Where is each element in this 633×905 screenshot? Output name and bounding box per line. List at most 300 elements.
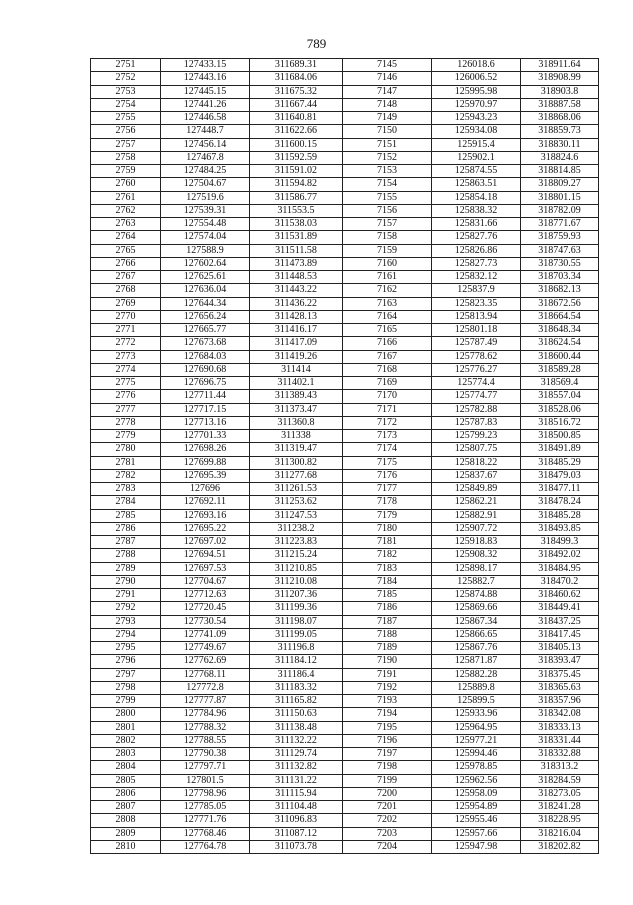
table-row — [91, 403, 599, 416]
table-row — [91, 350, 599, 363]
x-coord-a-cell: 127484.25 — [161, 165, 250, 178]
x-coord-b-cell: 125907.72 — [432, 522, 521, 535]
x-coord-b-cell: 125947.98 — [432, 840, 521, 853]
x-coord-b-cell: 125801.18 — [432, 324, 521, 337]
x-coord-a-cell: 127574.04 — [161, 231, 250, 244]
point-id-a-cell: 2760 — [91, 178, 161, 191]
y-coord-a-cell: 311198.07 — [250, 615, 343, 628]
point-id-b-cell: 7194 — [343, 708, 432, 721]
y-coord-b-cell: 318357.96 — [521, 695, 599, 708]
y-coord-b-cell: 318664.54 — [521, 310, 599, 323]
x-coord-b-cell: 125874.88 — [432, 589, 521, 602]
y-coord-a-cell: 311511.58 — [250, 244, 343, 257]
table-row — [91, 125, 599, 138]
x-coord-b-cell: 125977.21 — [432, 734, 521, 747]
point-id-b-cell: 7173 — [343, 430, 432, 443]
point-id-a-cell: 2800 — [91, 708, 161, 721]
y-coord-b-cell: 318313.2 — [521, 761, 599, 774]
y-coord-b-cell: 318485.29 — [521, 456, 599, 469]
point-id-b-cell: 7198 — [343, 761, 432, 774]
table-row — [91, 231, 599, 244]
y-coord-a-cell: 311338 — [250, 430, 343, 443]
table-row — [91, 191, 599, 204]
x-coord-b-cell: 125898.17 — [432, 562, 521, 575]
y-coord-b-cell: 318491.89 — [521, 443, 599, 456]
y-coord-b-cell: 318824.6 — [521, 151, 599, 164]
y-coord-a-cell: 311402.1 — [250, 377, 343, 390]
point-id-a-cell: 2780 — [91, 443, 161, 456]
y-coord-b-cell: 318859.73 — [521, 125, 599, 138]
y-coord-b-cell: 318782.09 — [521, 204, 599, 217]
point-id-a-cell: 2810 — [91, 840, 161, 853]
y-coord-b-cell: 318228.95 — [521, 814, 599, 827]
table-row — [91, 734, 599, 747]
table-row — [91, 138, 599, 151]
y-coord-b-cell: 318516.72 — [521, 416, 599, 429]
y-coord-b-cell: 318470.2 — [521, 575, 599, 588]
y-coord-b-cell: 318801.15 — [521, 191, 599, 204]
table-row — [91, 85, 599, 98]
table-row — [91, 562, 599, 575]
table-row — [91, 668, 599, 681]
x-coord-b-cell: 125902.1 — [432, 151, 521, 164]
x-coord-b-cell: 125943.23 — [432, 112, 521, 125]
point-id-a-cell: 2753 — [91, 85, 161, 98]
x-coord-a-cell: 127741.09 — [161, 628, 250, 641]
y-coord-a-cell: 311210.85 — [250, 562, 343, 575]
point-id-a-cell: 2778 — [91, 416, 161, 429]
y-coord-a-cell: 311428.13 — [250, 310, 343, 323]
x-coord-a-cell: 127699.88 — [161, 456, 250, 469]
y-coord-b-cell: 318333.13 — [521, 721, 599, 734]
y-coord-a-cell: 311417.09 — [250, 337, 343, 350]
x-coord-a-cell: 127701.33 — [161, 430, 250, 443]
x-coord-a-cell: 127448.7 — [161, 125, 250, 138]
x-coord-a-cell: 127602.64 — [161, 257, 250, 270]
x-coord-a-cell: 127697.53 — [161, 562, 250, 575]
point-id-a-cell: 2797 — [91, 668, 161, 681]
table-row — [91, 257, 599, 270]
y-coord-b-cell: 318484.95 — [521, 562, 599, 575]
y-coord-a-cell: 311199.36 — [250, 602, 343, 615]
x-coord-b-cell: 125837.67 — [432, 469, 521, 482]
x-coord-a-cell: 127762.69 — [161, 655, 250, 668]
point-id-a-cell: 2762 — [91, 204, 161, 217]
y-coord-b-cell: 318911.64 — [521, 59, 599, 72]
x-coord-a-cell: 127788.32 — [161, 721, 250, 734]
y-coord-a-cell: 311640.81 — [250, 112, 343, 125]
x-coord-a-cell: 127446.58 — [161, 112, 250, 125]
y-coord-a-cell: 311196.8 — [250, 642, 343, 655]
point-id-a-cell: 2779 — [91, 430, 161, 443]
x-coord-b-cell: 125978.85 — [432, 761, 521, 774]
table-row — [91, 271, 599, 284]
y-coord-b-cell: 318771.67 — [521, 218, 599, 231]
point-id-b-cell: 7197 — [343, 748, 432, 761]
point-id-b-cell: 7153 — [343, 165, 432, 178]
point-id-b-cell: 7175 — [343, 456, 432, 469]
point-id-b-cell: 7193 — [343, 695, 432, 708]
x-coord-a-cell: 127784.96 — [161, 708, 250, 721]
point-id-a-cell: 2754 — [91, 98, 161, 111]
x-coord-a-cell: 127764.78 — [161, 840, 250, 853]
point-id-a-cell: 2793 — [91, 615, 161, 628]
x-coord-b-cell: 125867.76 — [432, 642, 521, 655]
x-coord-a-cell: 127749.67 — [161, 642, 250, 655]
x-coord-b-cell: 125787.49 — [432, 337, 521, 350]
point-id-b-cell: 7166 — [343, 337, 432, 350]
x-coord-a-cell: 127656.24 — [161, 310, 250, 323]
y-coord-b-cell: 318730.55 — [521, 257, 599, 270]
x-coord-a-cell: 127684.03 — [161, 350, 250, 363]
x-coord-a-cell: 127768.46 — [161, 827, 250, 840]
x-coord-b-cell: 125958.09 — [432, 787, 521, 800]
y-coord-b-cell: 318202.82 — [521, 840, 599, 853]
x-coord-b-cell: 125867.34 — [432, 615, 521, 628]
x-coord-b-cell: 125854.18 — [432, 191, 521, 204]
table-row — [91, 112, 599, 125]
point-id-a-cell: 2788 — [91, 549, 161, 562]
point-id-b-cell: 7183 — [343, 562, 432, 575]
y-coord-a-cell: 311667.44 — [250, 98, 343, 111]
y-coord-a-cell: 311389.43 — [250, 390, 343, 403]
table-row — [91, 549, 599, 562]
y-coord-b-cell: 318830.11 — [521, 138, 599, 151]
x-coord-b-cell: 125964.95 — [432, 721, 521, 734]
x-coord-a-cell: 127693.16 — [161, 509, 250, 522]
y-coord-a-cell: 311184.12 — [250, 655, 343, 668]
y-coord-a-cell: 311247.53 — [250, 509, 343, 522]
y-coord-b-cell: 318703.34 — [521, 271, 599, 284]
y-coord-a-cell: 311443.22 — [250, 284, 343, 297]
table-row — [91, 814, 599, 827]
point-id-b-cell: 7195 — [343, 721, 432, 734]
y-coord-b-cell: 318672.56 — [521, 297, 599, 310]
table-row — [91, 602, 599, 615]
table-row — [91, 456, 599, 469]
table-row — [91, 98, 599, 111]
point-id-a-cell: 2766 — [91, 257, 161, 270]
y-coord-a-cell: 311277.68 — [250, 469, 343, 482]
x-coord-b-cell: 125882.28 — [432, 668, 521, 681]
point-id-a-cell: 2784 — [91, 496, 161, 509]
y-coord-a-cell: 311300.82 — [250, 456, 343, 469]
table-row — [91, 310, 599, 323]
point-id-b-cell: 7179 — [343, 509, 432, 522]
point-id-b-cell: 7154 — [343, 178, 432, 191]
point-id-a-cell: 2761 — [91, 191, 161, 204]
y-coord-b-cell: 318589.28 — [521, 363, 599, 376]
x-coord-a-cell: 127644.34 — [161, 297, 250, 310]
x-coord-a-cell: 127696.75 — [161, 377, 250, 390]
point-id-b-cell: 7158 — [343, 231, 432, 244]
x-coord-a-cell: 127697.02 — [161, 536, 250, 549]
table-row — [91, 536, 599, 549]
table-row — [91, 628, 599, 641]
y-coord-a-cell: 311165.82 — [250, 695, 343, 708]
point-id-a-cell: 2802 — [91, 734, 161, 747]
point-id-a-cell: 2785 — [91, 509, 161, 522]
y-coord-a-cell: 311207.36 — [250, 589, 343, 602]
point-id-b-cell: 7145 — [343, 59, 432, 72]
y-coord-b-cell: 318437.25 — [521, 615, 599, 628]
x-coord-a-cell: 127730.54 — [161, 615, 250, 628]
point-id-b-cell: 7152 — [343, 151, 432, 164]
point-id-b-cell: 7176 — [343, 469, 432, 482]
point-id-a-cell: 2752 — [91, 72, 161, 85]
table-row — [91, 589, 599, 602]
x-coord-a-cell: 127554.48 — [161, 218, 250, 231]
x-coord-a-cell: 127711.44 — [161, 390, 250, 403]
point-id-a-cell: 2767 — [91, 271, 161, 284]
point-id-b-cell: 7160 — [343, 257, 432, 270]
point-id-a-cell: 2804 — [91, 761, 161, 774]
x-coord-b-cell: 125882.91 — [432, 509, 521, 522]
table-row — [91, 681, 599, 694]
y-coord-b-cell: 318332.88 — [521, 748, 599, 761]
point-id-a-cell: 2803 — [91, 748, 161, 761]
x-coord-a-cell: 127467.8 — [161, 151, 250, 164]
point-id-b-cell: 7161 — [343, 271, 432, 284]
table-row — [91, 748, 599, 761]
point-id-a-cell: 2787 — [91, 536, 161, 549]
point-id-b-cell: 7155 — [343, 191, 432, 204]
x-coord-a-cell: 127519.6 — [161, 191, 250, 204]
point-id-b-cell: 7203 — [343, 827, 432, 840]
x-coord-a-cell: 127698.26 — [161, 443, 250, 456]
table-row — [91, 708, 599, 721]
x-coord-b-cell: 125957.66 — [432, 827, 521, 840]
point-id-a-cell: 2806 — [91, 787, 161, 800]
point-id-b-cell: 7149 — [343, 112, 432, 125]
y-coord-a-cell: 311538.03 — [250, 218, 343, 231]
point-id-a-cell: 2798 — [91, 681, 161, 694]
x-coord-a-cell: 127695.39 — [161, 469, 250, 482]
y-coord-b-cell: 318477.11 — [521, 483, 599, 496]
y-coord-a-cell: 311414 — [250, 363, 343, 376]
y-coord-a-cell: 311210.08 — [250, 575, 343, 588]
y-coord-b-cell: 318492.02 — [521, 549, 599, 562]
x-coord-b-cell: 126018.6 — [432, 59, 521, 72]
point-id-a-cell: 2807 — [91, 801, 161, 814]
table-row — [91, 416, 599, 429]
table-row — [91, 178, 599, 191]
y-coord-b-cell: 318648.34 — [521, 324, 599, 337]
y-coord-b-cell: 318241.28 — [521, 801, 599, 814]
x-coord-b-cell: 125827.76 — [432, 231, 521, 244]
point-id-a-cell: 2777 — [91, 403, 161, 416]
y-coord-b-cell: 318624.54 — [521, 337, 599, 350]
y-coord-a-cell: 311129.74 — [250, 748, 343, 761]
point-id-b-cell: 7192 — [343, 681, 432, 694]
x-coord-b-cell: 125862.21 — [432, 496, 521, 509]
table-row — [91, 218, 599, 231]
table-row — [91, 655, 599, 668]
point-id-a-cell: 2772 — [91, 337, 161, 350]
x-coord-b-cell: 125908.32 — [432, 549, 521, 562]
point-id-a-cell: 2773 — [91, 350, 161, 363]
y-coord-b-cell: 318405.13 — [521, 642, 599, 655]
table-row — [91, 483, 599, 496]
y-coord-b-cell: 318809.27 — [521, 178, 599, 191]
point-id-b-cell: 7165 — [343, 324, 432, 337]
table-row — [91, 575, 599, 588]
point-id-b-cell: 7159 — [343, 244, 432, 257]
x-coord-b-cell: 125823.35 — [432, 297, 521, 310]
point-id-a-cell: 2791 — [91, 589, 161, 602]
y-coord-b-cell: 318342.08 — [521, 708, 599, 721]
x-coord-b-cell: 125778.62 — [432, 350, 521, 363]
y-coord-a-cell: 311436.22 — [250, 297, 343, 310]
point-id-a-cell: 2796 — [91, 655, 161, 668]
point-id-b-cell: 7146 — [343, 72, 432, 85]
y-coord-a-cell: 311675.32 — [250, 85, 343, 98]
y-coord-b-cell: 318460.62 — [521, 589, 599, 602]
x-coord-b-cell: 125826.86 — [432, 244, 521, 257]
point-id-b-cell: 7162 — [343, 284, 432, 297]
y-coord-b-cell: 318747.63 — [521, 244, 599, 257]
x-coord-a-cell: 127798.96 — [161, 787, 250, 800]
y-coord-a-cell: 311073.78 — [250, 840, 343, 853]
x-coord-b-cell: 125955.46 — [432, 814, 521, 827]
point-id-b-cell: 7196 — [343, 734, 432, 747]
point-id-b-cell: 7184 — [343, 575, 432, 588]
point-id-a-cell: 2790 — [91, 575, 161, 588]
point-id-a-cell: 2808 — [91, 814, 161, 827]
x-coord-a-cell: 127777.87 — [161, 695, 250, 708]
y-coord-a-cell: 311689.31 — [250, 59, 343, 72]
point-id-b-cell: 7177 — [343, 483, 432, 496]
point-id-a-cell: 2771 — [91, 324, 161, 337]
point-id-b-cell: 7172 — [343, 416, 432, 429]
x-coord-b-cell: 125799.23 — [432, 430, 521, 443]
point-id-a-cell: 2809 — [91, 827, 161, 840]
point-id-a-cell: 2756 — [91, 125, 161, 138]
point-id-a-cell: 2757 — [91, 138, 161, 151]
point-id-b-cell: 7182 — [343, 549, 432, 562]
x-coord-a-cell: 127692.11 — [161, 496, 250, 509]
table-row — [91, 695, 599, 708]
x-coord-a-cell: 127694.51 — [161, 549, 250, 562]
table-row — [91, 774, 599, 787]
x-coord-b-cell: 125832.12 — [432, 271, 521, 284]
x-coord-b-cell: 125863.51 — [432, 178, 521, 191]
y-coord-b-cell: 318493.85 — [521, 522, 599, 535]
y-coord-b-cell: 318569.4 — [521, 377, 599, 390]
x-coord-a-cell: 127797.71 — [161, 761, 250, 774]
y-coord-a-cell: 311419.26 — [250, 350, 343, 363]
x-coord-a-cell: 127712.63 — [161, 589, 250, 602]
point-id-a-cell: 2764 — [91, 231, 161, 244]
y-coord-b-cell: 318528.06 — [521, 403, 599, 416]
point-id-a-cell: 2768 — [91, 284, 161, 297]
y-coord-b-cell: 318814.85 — [521, 165, 599, 178]
x-coord-b-cell: 125915.4 — [432, 138, 521, 151]
x-coord-a-cell: 127790.38 — [161, 748, 250, 761]
x-coord-a-cell: 127690.68 — [161, 363, 250, 376]
point-id-a-cell: 2776 — [91, 390, 161, 403]
point-id-b-cell: 7150 — [343, 125, 432, 138]
x-coord-a-cell: 127456.14 — [161, 138, 250, 151]
x-coord-a-cell: 127713.16 — [161, 416, 250, 429]
table-row — [91, 840, 599, 853]
point-id-a-cell: 2758 — [91, 151, 161, 164]
y-coord-a-cell: 311684.06 — [250, 72, 343, 85]
y-coord-a-cell: 311531.89 — [250, 231, 343, 244]
table-row — [91, 297, 599, 310]
x-coord-b-cell: 125899.5 — [432, 695, 521, 708]
table-row — [91, 390, 599, 403]
point-id-b-cell: 7170 — [343, 390, 432, 403]
x-coord-b-cell: 125807.75 — [432, 443, 521, 456]
table-row — [91, 801, 599, 814]
point-id-b-cell: 7181 — [343, 536, 432, 549]
table-row — [91, 615, 599, 628]
x-coord-a-cell: 127636.04 — [161, 284, 250, 297]
y-coord-a-cell: 311096.83 — [250, 814, 343, 827]
y-coord-b-cell: 318499.3 — [521, 536, 599, 549]
y-coord-b-cell: 318903.8 — [521, 85, 599, 98]
point-id-a-cell: 2765 — [91, 244, 161, 257]
x-coord-a-cell: 127720.45 — [161, 602, 250, 615]
y-coord-b-cell: 318449.41 — [521, 602, 599, 615]
point-id-b-cell: 7180 — [343, 522, 432, 535]
x-coord-a-cell: 127696 — [161, 483, 250, 496]
x-coord-a-cell: 127625.61 — [161, 271, 250, 284]
point-id-a-cell: 2774 — [91, 363, 161, 376]
y-coord-a-cell: 311448.53 — [250, 271, 343, 284]
point-id-b-cell: 7201 — [343, 801, 432, 814]
y-coord-a-cell: 311132.82 — [250, 761, 343, 774]
y-coord-b-cell: 318365.63 — [521, 681, 599, 694]
table-row — [91, 443, 599, 456]
x-coord-b-cell: 125995.98 — [432, 85, 521, 98]
x-coord-a-cell: 127785.05 — [161, 801, 250, 814]
y-coord-b-cell: 318759.93 — [521, 231, 599, 244]
y-coord-a-cell: 311223.83 — [250, 536, 343, 549]
x-coord-a-cell: 127788.55 — [161, 734, 250, 747]
x-coord-b-cell: 125838.32 — [432, 204, 521, 217]
y-coord-b-cell: 318273.05 — [521, 787, 599, 800]
point-id-a-cell: 2751 — [91, 59, 161, 72]
x-coord-b-cell: 125874.55 — [432, 165, 521, 178]
point-id-b-cell: 7171 — [343, 403, 432, 416]
point-id-a-cell: 2783 — [91, 483, 161, 496]
x-coord-b-cell: 125994.46 — [432, 748, 521, 761]
y-coord-a-cell: 311261.53 — [250, 483, 343, 496]
point-id-b-cell: 7163 — [343, 297, 432, 310]
point-id-b-cell: 7169 — [343, 377, 432, 390]
x-coord-a-cell: 127445.15 — [161, 85, 250, 98]
x-coord-b-cell: 125774.4 — [432, 377, 521, 390]
table-row — [91, 642, 599, 655]
y-coord-b-cell: 318908.99 — [521, 72, 599, 85]
y-coord-a-cell: 311186.4 — [250, 668, 343, 681]
point-id-a-cell: 2801 — [91, 721, 161, 734]
x-coord-b-cell: 125849.89 — [432, 483, 521, 496]
coordinates-table — [90, 58, 599, 854]
x-coord-a-cell: 127801.5 — [161, 774, 250, 787]
y-coord-b-cell: 318478.24 — [521, 496, 599, 509]
y-coord-b-cell: 318557.04 — [521, 390, 599, 403]
x-coord-b-cell: 125934.08 — [432, 125, 521, 138]
table-row — [91, 522, 599, 535]
point-id-b-cell: 7148 — [343, 98, 432, 111]
y-coord-a-cell: 311591.02 — [250, 165, 343, 178]
y-coord-a-cell: 311199.05 — [250, 628, 343, 641]
y-coord-a-cell: 311131.22 — [250, 774, 343, 787]
table-row — [91, 496, 599, 509]
